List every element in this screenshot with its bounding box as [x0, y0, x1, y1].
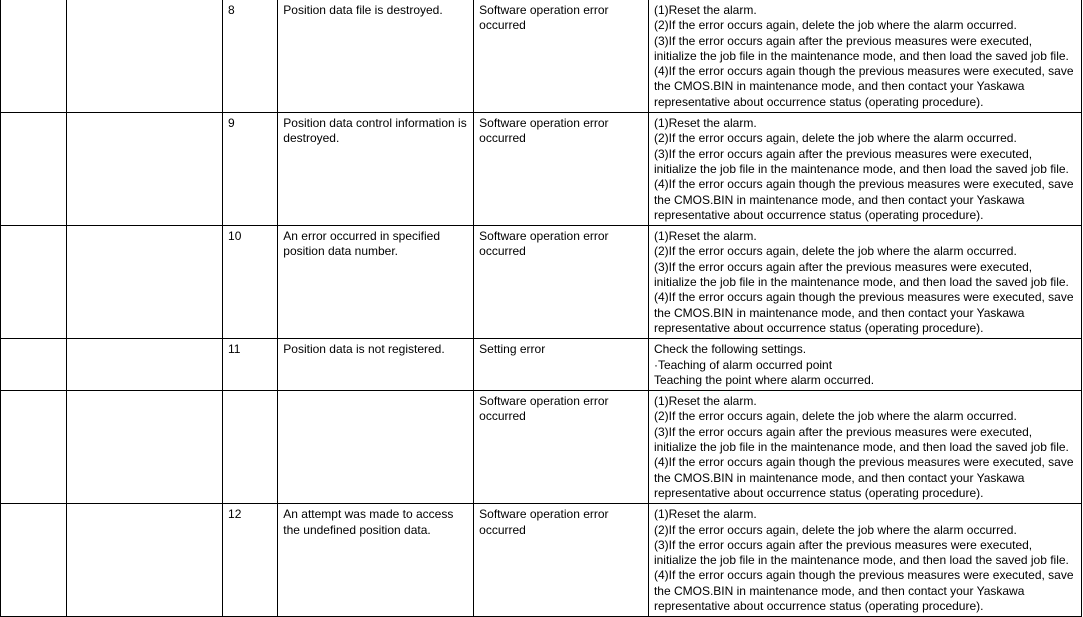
alarm-name-cell [67, 504, 223, 617]
table-row [1, 0, 1082, 113]
cause-cell: Software operation error occurred [474, 504, 649, 617]
remedy-line: (2)If the error occurs again, delete the job where the alarm occurred. [653, 131, 1017, 146]
alarm-name-cell [67, 391, 223, 504]
remedy-line: (4)If the error occurs again though the previous measures were executed, save [653, 64, 1074, 79]
cause-cell: Software operation error occurred [474, 226, 649, 339]
sub-code-cell: 11 [223, 339, 278, 391]
remedy-line: initialize the job file in the maintenance mode, and then load the saved job file. [653, 161, 1069, 176]
alarm-name-cell [67, 0, 223, 113]
alarm-code-cell [1, 391, 67, 504]
remedy-line: representative about occurrence status (operating procedure). [653, 207, 984, 222]
alarm-name-cell [67, 113, 223, 226]
remedy-line: (1)Reset the alarm. [653, 3, 757, 17]
meaning-cell: Position data control information is destroyed. [278, 113, 474, 226]
meaning-cell: An attempt was made to access the undefined position data. [278, 504, 474, 617]
sub-code-cell [223, 391, 278, 504]
remedy-line: representative about occurrence status (operating procedure). [653, 94, 984, 109]
remedy-line: (3)If the error occurs again after the previous measures were executed, [653, 33, 1033, 48]
cause-cell: Setting error [474, 339, 649, 391]
remedy-line: (3)If the error occurs again after the previous measures were executed, [653, 259, 1033, 274]
sub-code-cell: 9 [223, 113, 278, 226]
remedy-line: (2)If the error occurs again, delete the job where the alarm occurred. [653, 18, 1017, 33]
remedy-line: (1)Reset the alarm. [653, 229, 757, 244]
remedy-line: ·Teaching of alarm occurred point [653, 357, 833, 372]
remedy-line: (2)If the error occurs again, delete the job where the alarm occurred. [653, 409, 1017, 424]
meaning-cell: Position data file is destroyed. [278, 0, 474, 113]
remedy-line: (4)If the error occurs again though the previous measures were executed, save [653, 455, 1074, 470]
remedy-line: representative about occurrence status (operating procedure). [653, 598, 984, 613]
table-row [1, 113, 1082, 226]
remedy-cell [648, 391, 1081, 504]
sub-code-cell: 12 [223, 504, 278, 617]
meaning-cell [278, 391, 474, 504]
alarm-code-cell [1, 0, 67, 113]
table-row [1, 226, 1082, 339]
remedy-line: representative about occurrence status (operating procedure). [653, 320, 984, 335]
remedy-cell [648, 504, 1081, 617]
remedy-line: initialize the job file in the maintenance mode, and then load the saved job file. [653, 553, 1069, 568]
alarm-code-cell [1, 339, 67, 391]
alarm-name-cell [67, 339, 223, 391]
table-row [1, 504, 1082, 617]
table-row [1, 391, 1082, 504]
remedy-line: (2)If the error occurs again, delete the job where the alarm occurred. [653, 522, 1017, 537]
alarm-code-cell [1, 226, 67, 339]
remedy-line: initialize the job file in the maintenance mode, and then load the saved job file. [653, 48, 1069, 63]
remedy-line: Teaching the point where alarm occurred. [653, 372, 875, 387]
remedy-line: (4)If the error occurs again though the previous measures were executed, save [653, 568, 1074, 583]
meaning-cell: An error occurred in specified position data number. [278, 226, 474, 339]
sub-code-cell: 10 [223, 226, 278, 339]
remedy-line: (3)If the error occurs again after the previous measures were executed, [653, 537, 1033, 552]
remedy-line: the CMOS.BIN in maintenance mode, and then contact your Yaskawa [653, 192, 1025, 207]
remedy-line: the CMOS.BIN in maintenance mode, and then contact your Yaskawa [653, 470, 1025, 485]
remedy-line: (3)If the error occurs again after the previous measures were executed, [653, 146, 1033, 161]
remedy-line: the CMOS.BIN in maintenance mode, and then contact your Yaskawa [653, 583, 1025, 598]
cause-cell: Software operation error occurred [474, 113, 649, 226]
remedy-line: Check the following settings. [653, 342, 807, 357]
remedy-line: initialize the job file in the maintenance mode, and then load the saved job file. [653, 275, 1069, 290]
remedy-line: (1)Reset the alarm. [653, 394, 757, 409]
table-row [1, 339, 1082, 391]
remedy-cell [648, 339, 1081, 391]
alarm-name-cell [67, 226, 223, 339]
remedy-line: the CMOS.BIN in maintenance mode, and then contact your Yaskawa [653, 305, 1025, 320]
alarm-code-cell [1, 504, 67, 617]
cause-cell: Software operation error occurred [474, 0, 649, 113]
remedy-line: (2)If the error occurs again, delete the job where the alarm occurred. [653, 244, 1017, 259]
meaning-cell: Position data is not registered. [278, 339, 474, 391]
remedy-line: (3)If the error occurs again after the previous measures were executed, [653, 424, 1033, 439]
remedy-line: initialize the job file in the maintenance mode, and then load the saved job file. [653, 440, 1069, 455]
remedy-line: (4)If the error occurs again though the previous measures were executed, save [653, 290, 1074, 305]
remedy-cell [648, 113, 1081, 226]
alarm-code-cell [1, 113, 67, 226]
remedy-line: (1)Reset the alarm. [653, 507, 757, 522]
remedy-line: (4)If the error occurs again though the previous measures were executed, save [653, 177, 1074, 192]
remedy-line: (1)Reset the alarm. [653, 116, 757, 131]
remedy-line: the CMOS.BIN in maintenance mode, and then contact your Yaskawa [653, 79, 1025, 94]
remedy-cell [648, 226, 1081, 339]
cause-cell: Software operation error occurred [474, 391, 649, 504]
remedy-cell [648, 0, 1081, 113]
sub-code-cell: 8 [223, 0, 278, 113]
remedy-line: representative about occurrence status (operating procedure). [653, 485, 984, 500]
